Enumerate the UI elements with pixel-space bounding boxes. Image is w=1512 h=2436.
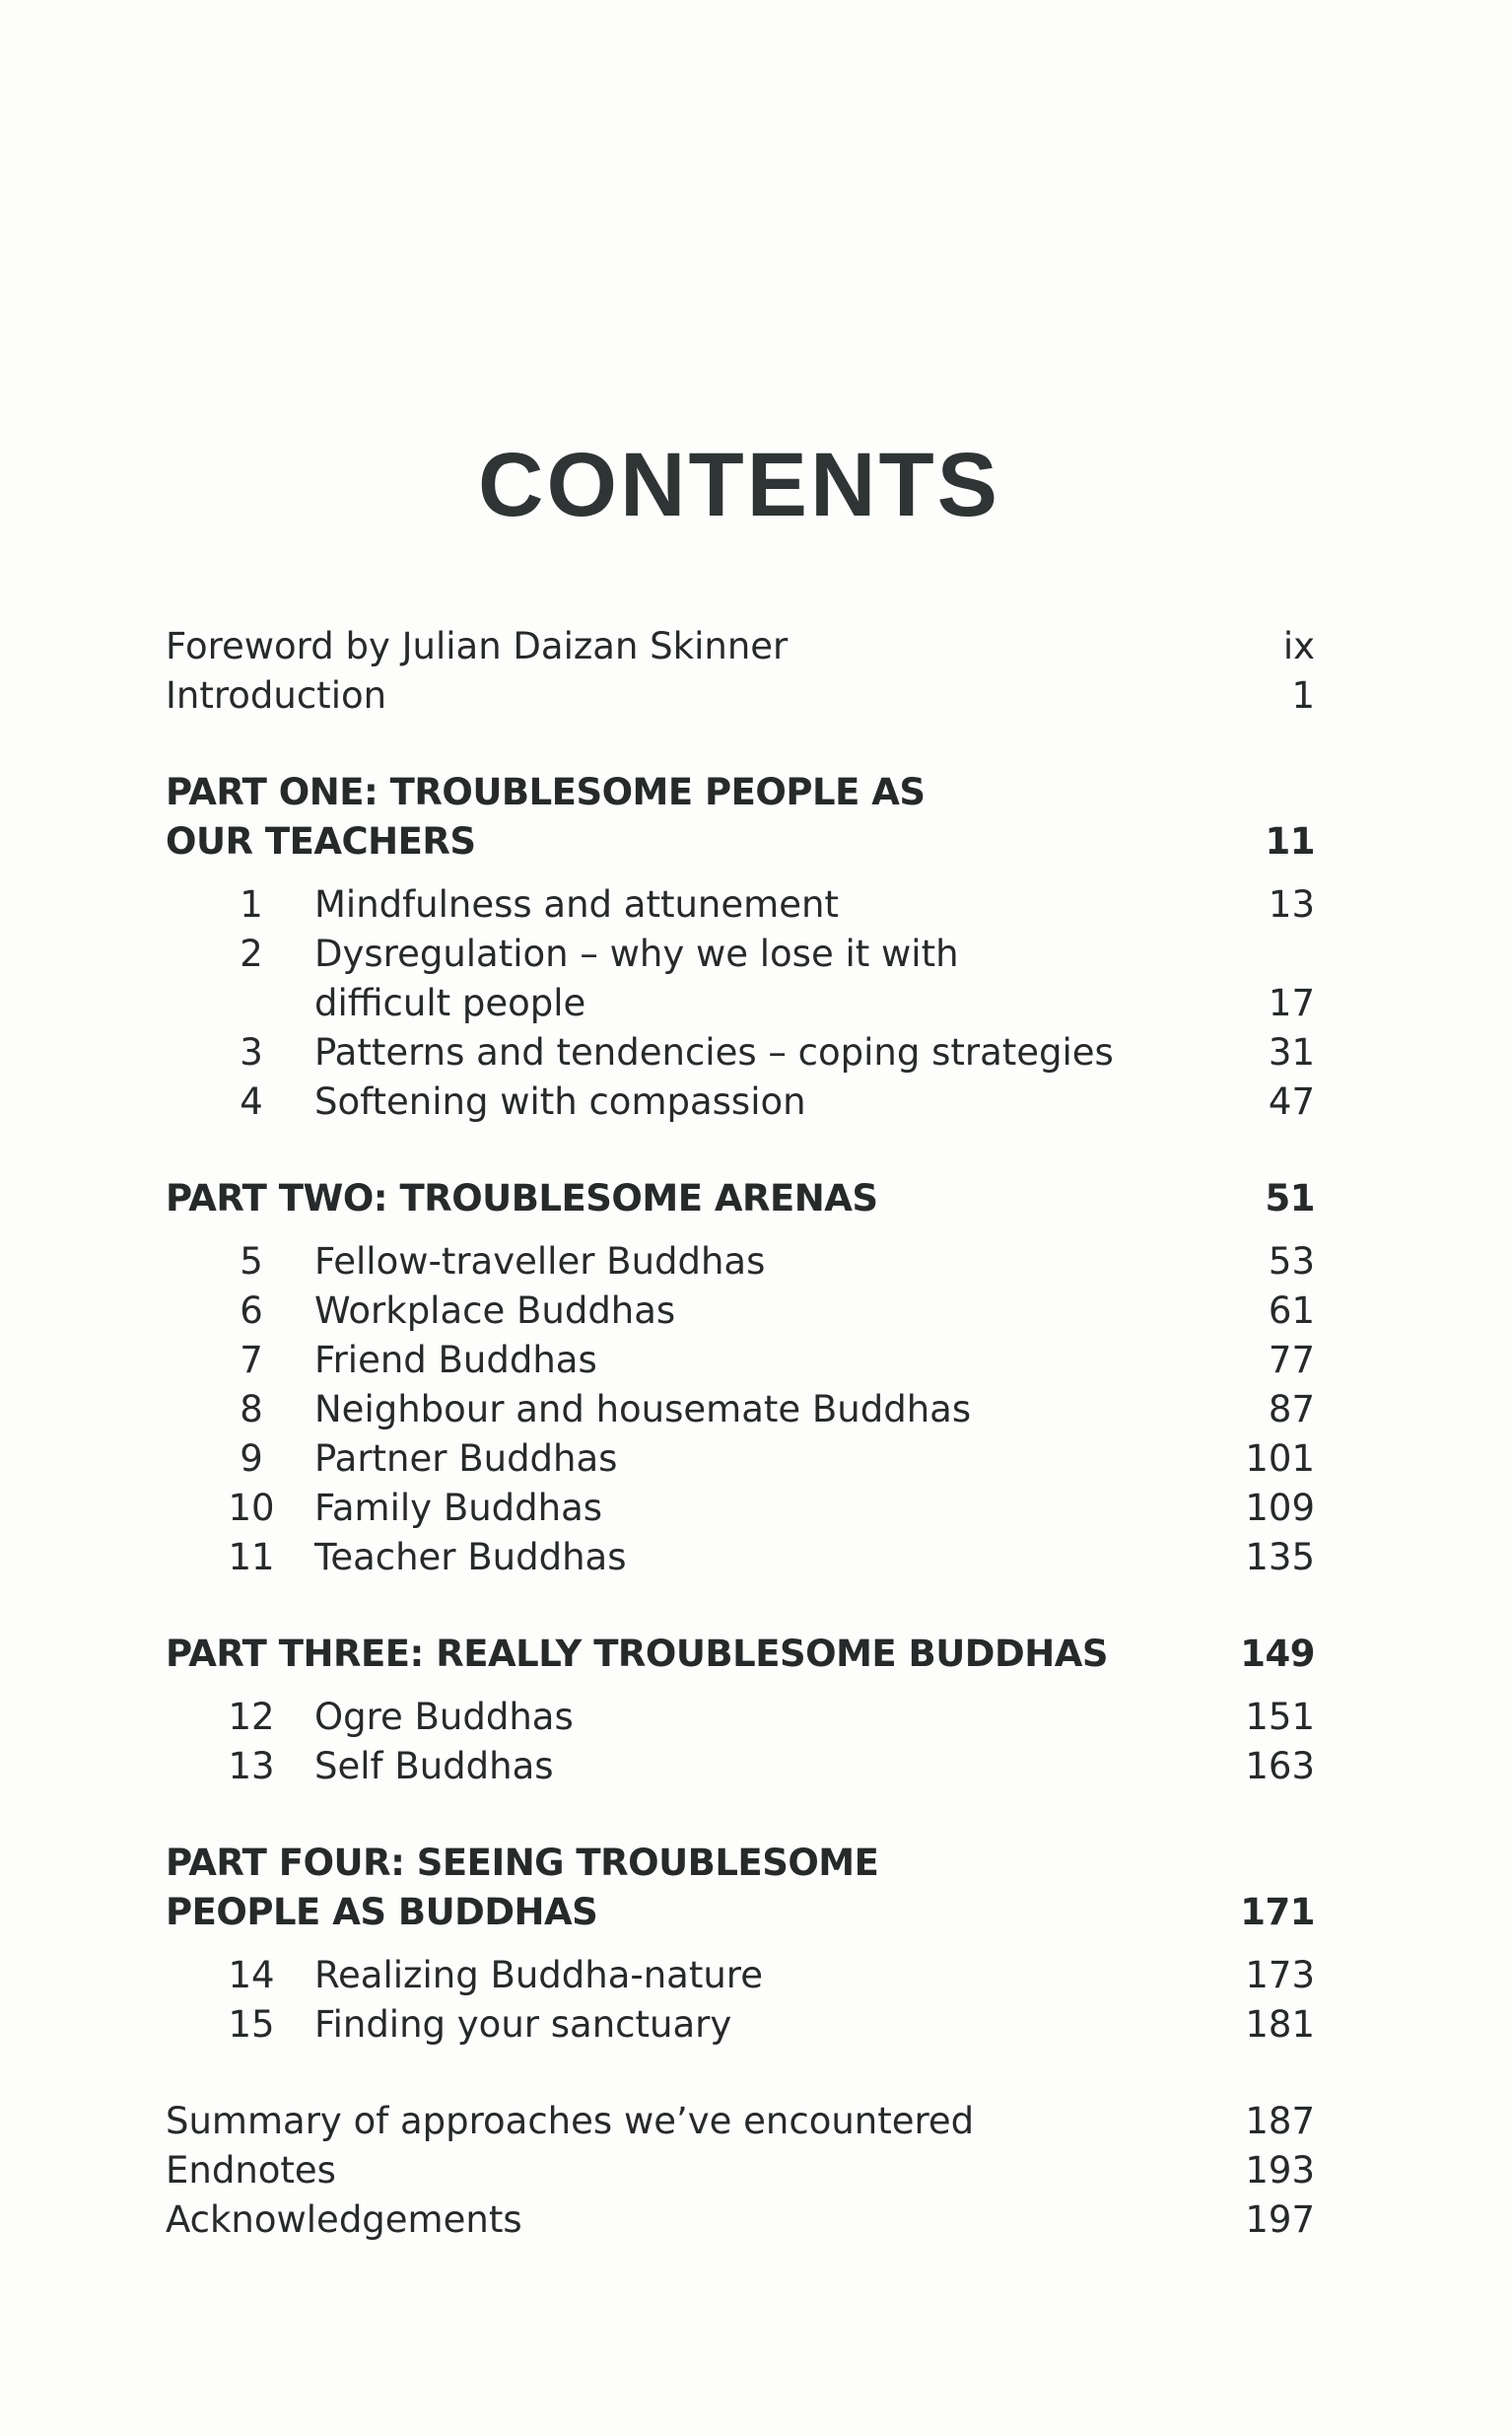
page-number: 47 bbox=[1268, 1080, 1315, 1123]
chapter-number: 1 bbox=[240, 883, 263, 926]
page-number: ix bbox=[1282, 625, 1315, 667]
entry-title: Introduction bbox=[166, 674, 387, 717]
chapter-number: 14 bbox=[228, 1954, 275, 1996]
part-title: PEOPLE AS BUDDHAS bbox=[166, 1891, 598, 1933]
page-number: 135 bbox=[1245, 1536, 1315, 1578]
chapter-title: Realizing Buddha-nature bbox=[314, 1954, 763, 1996]
chapter-number: 3 bbox=[240, 1031, 263, 1074]
page-number: 61 bbox=[1268, 1289, 1315, 1332]
page-number: 51 bbox=[1265, 1177, 1315, 1219]
page-number: 181 bbox=[1245, 2003, 1315, 2046]
page-number: 149 bbox=[1240, 1633, 1315, 1675]
page-number: 77 bbox=[1268, 1339, 1315, 1381]
chapter-entry bbox=[166, 979, 1315, 1028]
chapter-number: 15 bbox=[228, 2003, 275, 2046]
chapter-list bbox=[166, 1693, 1315, 1791]
page-number: 151 bbox=[1245, 1696, 1315, 1738]
chapter-title: Fellow-traveller Buddhas bbox=[314, 1240, 766, 1283]
toc-entry bbox=[166, 2146, 1315, 2195]
part-heading bbox=[166, 1630, 1315, 1679]
part-heading bbox=[166, 768, 1315, 817]
entry-title: Acknowledgements bbox=[166, 2198, 522, 2241]
chapter-entry bbox=[166, 2000, 1315, 2050]
page-number: 173 bbox=[1245, 1954, 1315, 1996]
chapter-title: difficult people bbox=[314, 982, 586, 1024]
chapter-title: Ogre Buddhas bbox=[314, 1696, 574, 1738]
chapter-entry bbox=[166, 1484, 1315, 1533]
entry-title: Summary of approaches we’ve encountered bbox=[166, 2100, 975, 2142]
page-number: 11 bbox=[1265, 820, 1315, 863]
toc-entry bbox=[166, 2195, 1315, 2245]
chapter-list bbox=[166, 1237, 1315, 1582]
chapter-title: Softening with compassion bbox=[314, 1080, 806, 1123]
part-heading bbox=[166, 1174, 1315, 1223]
chapter-title: Partner Buddhas bbox=[314, 1437, 618, 1480]
part-title: PART THREE: REALLY TROUBLESOME BUDDHAS bbox=[166, 1633, 1108, 1675]
entry-title: Endnotes bbox=[166, 2149, 336, 2192]
page-number: 53 bbox=[1268, 1240, 1315, 1283]
chapter-title: Mindfulness and attunement bbox=[314, 883, 839, 926]
page-number: 171 bbox=[1240, 1891, 1315, 1933]
page-number: 31 bbox=[1268, 1031, 1315, 1074]
page-number: 1 bbox=[1291, 674, 1315, 717]
chapter-number: 5 bbox=[240, 1240, 263, 1283]
page-number: 197 bbox=[1245, 2198, 1315, 2241]
page-number: 163 bbox=[1245, 1745, 1315, 1787]
chapter-title: Self Buddhas bbox=[314, 1745, 554, 1787]
chapter-entry bbox=[166, 1385, 1315, 1434]
chapter-entry bbox=[166, 1336, 1315, 1385]
page-number: 13 bbox=[1268, 883, 1315, 926]
toc-entry bbox=[166, 2097, 1315, 2146]
chapter-title: Patterns and tendencies – coping strategies bbox=[314, 1031, 1114, 1074]
chapter-entry bbox=[166, 1533, 1315, 1582]
back-section bbox=[166, 2097, 1315, 2245]
part-section bbox=[166, 1839, 1315, 2050]
chapter-number: 12 bbox=[228, 1696, 275, 1738]
page-title: CONTENTS bbox=[478, 435, 1000, 535]
chapter-entry bbox=[166, 1693, 1315, 1742]
page-number: 101 bbox=[1245, 1437, 1315, 1480]
toc-entry bbox=[166, 671, 1315, 721]
table-of-contents bbox=[166, 622, 1315, 2245]
chapter-entry bbox=[166, 1742, 1315, 1791]
chapter-entry bbox=[166, 1434, 1315, 1484]
chapter-title: Family Buddhas bbox=[314, 1487, 603, 1529]
chapter-number: 9 bbox=[240, 1437, 263, 1480]
page-number: 187 bbox=[1245, 2100, 1315, 2142]
chapter-number: 7 bbox=[240, 1339, 263, 1381]
chapter-entry bbox=[166, 930, 1315, 979]
part-title: PART ONE: TROUBLESOME PEOPLE AS bbox=[166, 771, 926, 813]
part-heading bbox=[166, 1839, 1315, 1888]
part-section bbox=[166, 1174, 1315, 1582]
chapter-title: Friend Buddhas bbox=[314, 1339, 597, 1381]
chapter-number: 6 bbox=[240, 1289, 263, 1332]
chapter-number: 11 bbox=[228, 1536, 275, 1578]
page-number: 193 bbox=[1245, 2149, 1315, 2192]
chapter-entry bbox=[166, 1951, 1315, 2000]
chapter-title: Teacher Buddhas bbox=[314, 1536, 627, 1578]
chapter-entry bbox=[166, 1028, 1315, 1078]
part-title: PART FOUR: SEEING TROUBLESOME bbox=[166, 1842, 879, 1884]
chapter-number: 13 bbox=[228, 1745, 275, 1787]
chapter-number: 8 bbox=[240, 1388, 263, 1430]
chapter-number: 2 bbox=[240, 933, 263, 975]
chapter-entry bbox=[166, 1078, 1315, 1127]
part-heading bbox=[166, 1888, 1315, 1937]
chapter-title: Dysregulation – why we lose it with bbox=[314, 933, 959, 975]
chapter-entry bbox=[166, 1237, 1315, 1287]
chapter-list bbox=[166, 880, 1315, 1127]
part-section bbox=[166, 768, 1315, 1127]
entry-title: Foreword by Julian Daizan Skinner bbox=[166, 625, 789, 667]
page-number: 109 bbox=[1245, 1487, 1315, 1529]
front-section bbox=[166, 622, 1315, 721]
page-number: 17 bbox=[1268, 982, 1315, 1024]
chapter-title: Workplace Buddhas bbox=[314, 1289, 676, 1332]
part-heading bbox=[166, 817, 1315, 867]
part-title: PART TWO: TROUBLESOME ARENAS bbox=[166, 1177, 878, 1219]
chapter-title: Neighbour and housemate Buddhas bbox=[314, 1388, 972, 1430]
chapter-list bbox=[166, 1951, 1315, 2050]
chapter-number: 10 bbox=[228, 1487, 275, 1529]
toc-entry bbox=[166, 622, 1315, 671]
chapter-number: 4 bbox=[240, 1080, 263, 1123]
page-number: 87 bbox=[1268, 1388, 1315, 1430]
chapter-entry bbox=[166, 880, 1315, 930]
chapter-title: Finding your sanctuary bbox=[314, 2003, 732, 2046]
part-section bbox=[166, 1630, 1315, 1791]
chapter-entry bbox=[166, 1287, 1315, 1336]
part-title: OUR TEACHERS bbox=[166, 820, 476, 863]
